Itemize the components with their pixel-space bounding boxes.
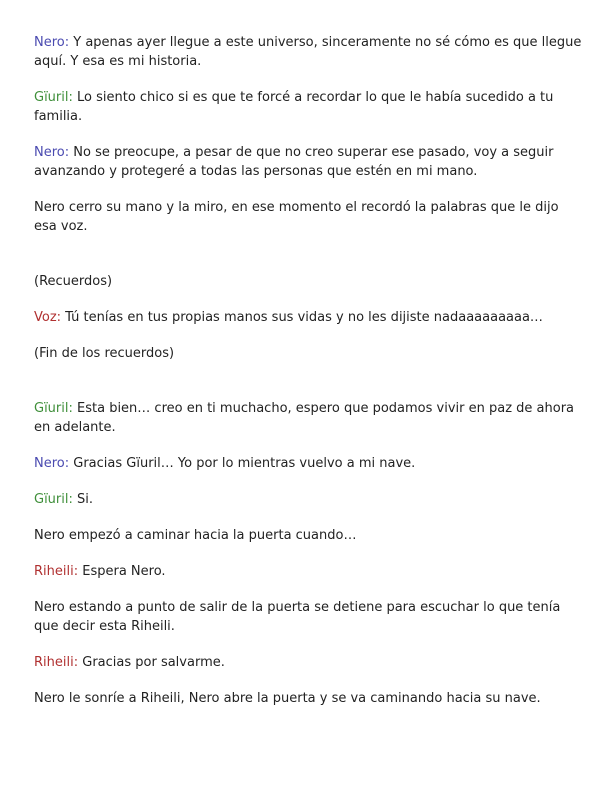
dialogue-text: Si. [72, 492, 94, 507]
narration-paragraph [34, 198, 582, 236]
dialogue-text: Tú tenías en tus propias manos sus vidas y no les dijiste nadaaaaaaaaa… [61, 310, 543, 325]
dialogue-text: Gracias Gïuril… Yo por lo mientras vuelvo a mi nave. [69, 456, 416, 471]
dialogue-text: Espera Nero. [78, 564, 166, 579]
dialogue-line [34, 562, 582, 581]
dialogue-line [34, 653, 582, 672]
dialogue-text: Y apenas ayer llegue a este universo, sinceramente no sé cómo es que llegue aquí. Y esa es mi historia. [34, 35, 582, 69]
speaker-name: Nero: [34, 35, 70, 50]
dialogue-line [34, 399, 582, 437]
narration-paragraph [34, 598, 582, 636]
speaker-name: Riheili: [34, 564, 79, 579]
narration-text: (Fin de los recuerdos) [34, 346, 175, 361]
narration-text: Nero le sonríe a Riheili, Nero abre la puerta y se va caminando hacia su nave. [34, 691, 541, 706]
narration-paragraph [34, 526, 582, 545]
dialogue-line [34, 308, 582, 327]
narration-text: (Recuerdos) [34, 274, 113, 289]
dialogue-text: No se preocupe, a pesar de que no creo superar ese pasado, voy a seguir avanzando y protegeré a todas las personas que estén en mi mano. [34, 145, 554, 179]
dialogue-line [34, 88, 582, 126]
speaker-name: Gïuril: [34, 401, 73, 416]
narration-text: Nero estando a punto de salir de la puerta se detiene para escuchar lo que tenía que decir esta Riheili. [34, 600, 561, 634]
narration-paragraph [34, 344, 582, 363]
dialogue-line [34, 143, 582, 181]
speaker-name: Nero: [34, 456, 70, 471]
speaker-name: Riheili: [34, 655, 79, 670]
dialogue-text: Gracias por salvarme. [78, 655, 225, 670]
dialogue-line [34, 454, 582, 473]
dialogue-line [34, 490, 582, 509]
narration-text: Nero cerro su mano y la miro, en ese momento el recordó la palabras que le dijo esa voz. [34, 200, 559, 234]
narration-paragraph [34, 689, 582, 708]
dialogue-text: Lo siento chico si es que te forcé a recordar lo que le había sucedido a tu familia. [34, 90, 554, 124]
speaker-name: Gïuril: [34, 90, 73, 105]
narration-text: Nero empezó a caminar hacia la puerta cuando… [34, 528, 357, 543]
spacer [34, 253, 582, 272]
speaker-name: Nero: [34, 145, 70, 160]
speaker-name: Gïuril: [34, 492, 73, 507]
spacer [34, 380, 582, 399]
dialogue-text: Esta bien… creo en ti muchacho, espero que podamos vivir en paz de ahora en adelante. [34, 401, 575, 435]
document-page [34, 33, 582, 725]
dialogue-line [34, 33, 582, 71]
narration-paragraph [34, 272, 582, 291]
speaker-name: Voz: [34, 310, 62, 325]
